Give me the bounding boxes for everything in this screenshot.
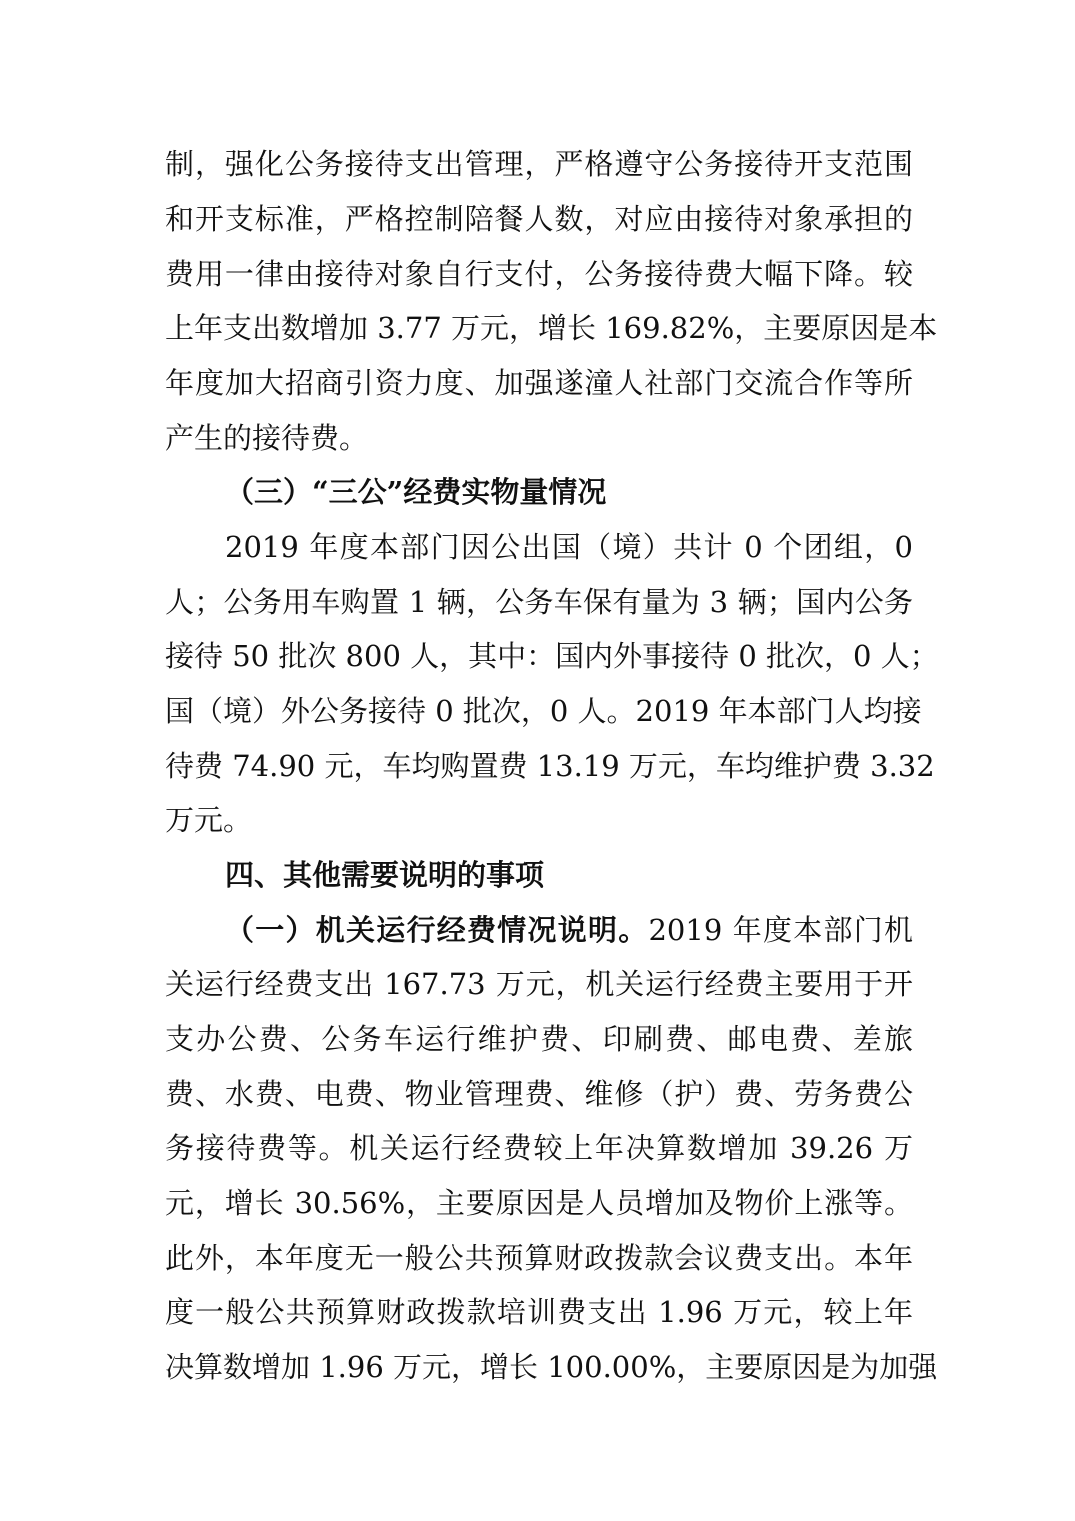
paragraph-line: 年度加大招商引资力度、加强遂潼人社部门交流合作等所 xyxy=(165,366,913,400)
paragraph-line: 关运行经费支出 167.73 万元，机关运行经费主要用于开 xyxy=(165,967,913,1001)
paragraph-line: 万元。 xyxy=(165,803,253,837)
paragraph-line: 此外，本年度无一般公共预算财政拨款会议费支出。本年 xyxy=(165,1241,913,1275)
paragraph-line: 人；公务用车购置 1 辆，公务车保有量为 3 辆；国内公务 xyxy=(165,585,913,619)
paragraph-line: 国（境）外公务接待 0 批次，0 人。2019 年本部门人均接 xyxy=(165,694,922,728)
paragraph-line: 接待 50 批次 800 人，其中：国内外事接待 0 批次，0 人； xyxy=(165,639,939,673)
paragraph-line: 费、水费、电费、物业管理费、维修（护）费、劳务费公 xyxy=(165,1077,913,1111)
paragraph-line: 2019 年度本部门因公出国（境）共计 0 个团组，0 xyxy=(225,530,913,564)
section-heading: （三）“三公”经费实物量情况 xyxy=(225,475,607,509)
paragraph-line: 费用一律由接待对象自行支付，公务接待费大幅下降。较 xyxy=(165,257,913,291)
paragraph-line: 决算数增加 1.96 万元，增长 100.00%，主要原因是为加强 xyxy=(165,1350,938,1384)
paragraph-line: 支办公费、公务车运行维护费、印刷费、邮电费、差旅 xyxy=(165,1022,913,1056)
paragraph-text: 2019 年度本部门机 xyxy=(648,913,913,947)
paragraph-line: 和开支标准，严格控制陪餐人数，对应由接待对象承担的 xyxy=(165,202,913,236)
paragraph-line: 产生的接待费。 xyxy=(165,421,369,455)
section-heading: 四、其他需要说明的事项 xyxy=(225,858,545,892)
paragraph-line xyxy=(225,900,913,960)
paragraph-line: 务接待费等。机关运行经费较上年决算数增加 39.26 万 xyxy=(165,1131,913,1165)
paragraph-line: 元，增长 30.56%，主要原因是人员增加及物价上涨等。 xyxy=(165,1186,913,1220)
paragraph-line: 上年支出数增加 3.77 万元，增长 169.82%，主要原因是本 xyxy=(165,311,938,345)
paragraph-line: 度一般公共预算财政拨款培训费支出 1.96 万元，较上年 xyxy=(165,1295,913,1329)
paragraph-lead: （一）机关运行经费情况说明。 xyxy=(225,913,649,947)
paragraph-line: 待费 74.90 元，车均购置费 13.19 万元，车均维护费 3.32 xyxy=(165,749,935,783)
paragraph-line: 制，强化公务接待支出管理，严格遵守公务接待开支范围 xyxy=(165,147,913,181)
